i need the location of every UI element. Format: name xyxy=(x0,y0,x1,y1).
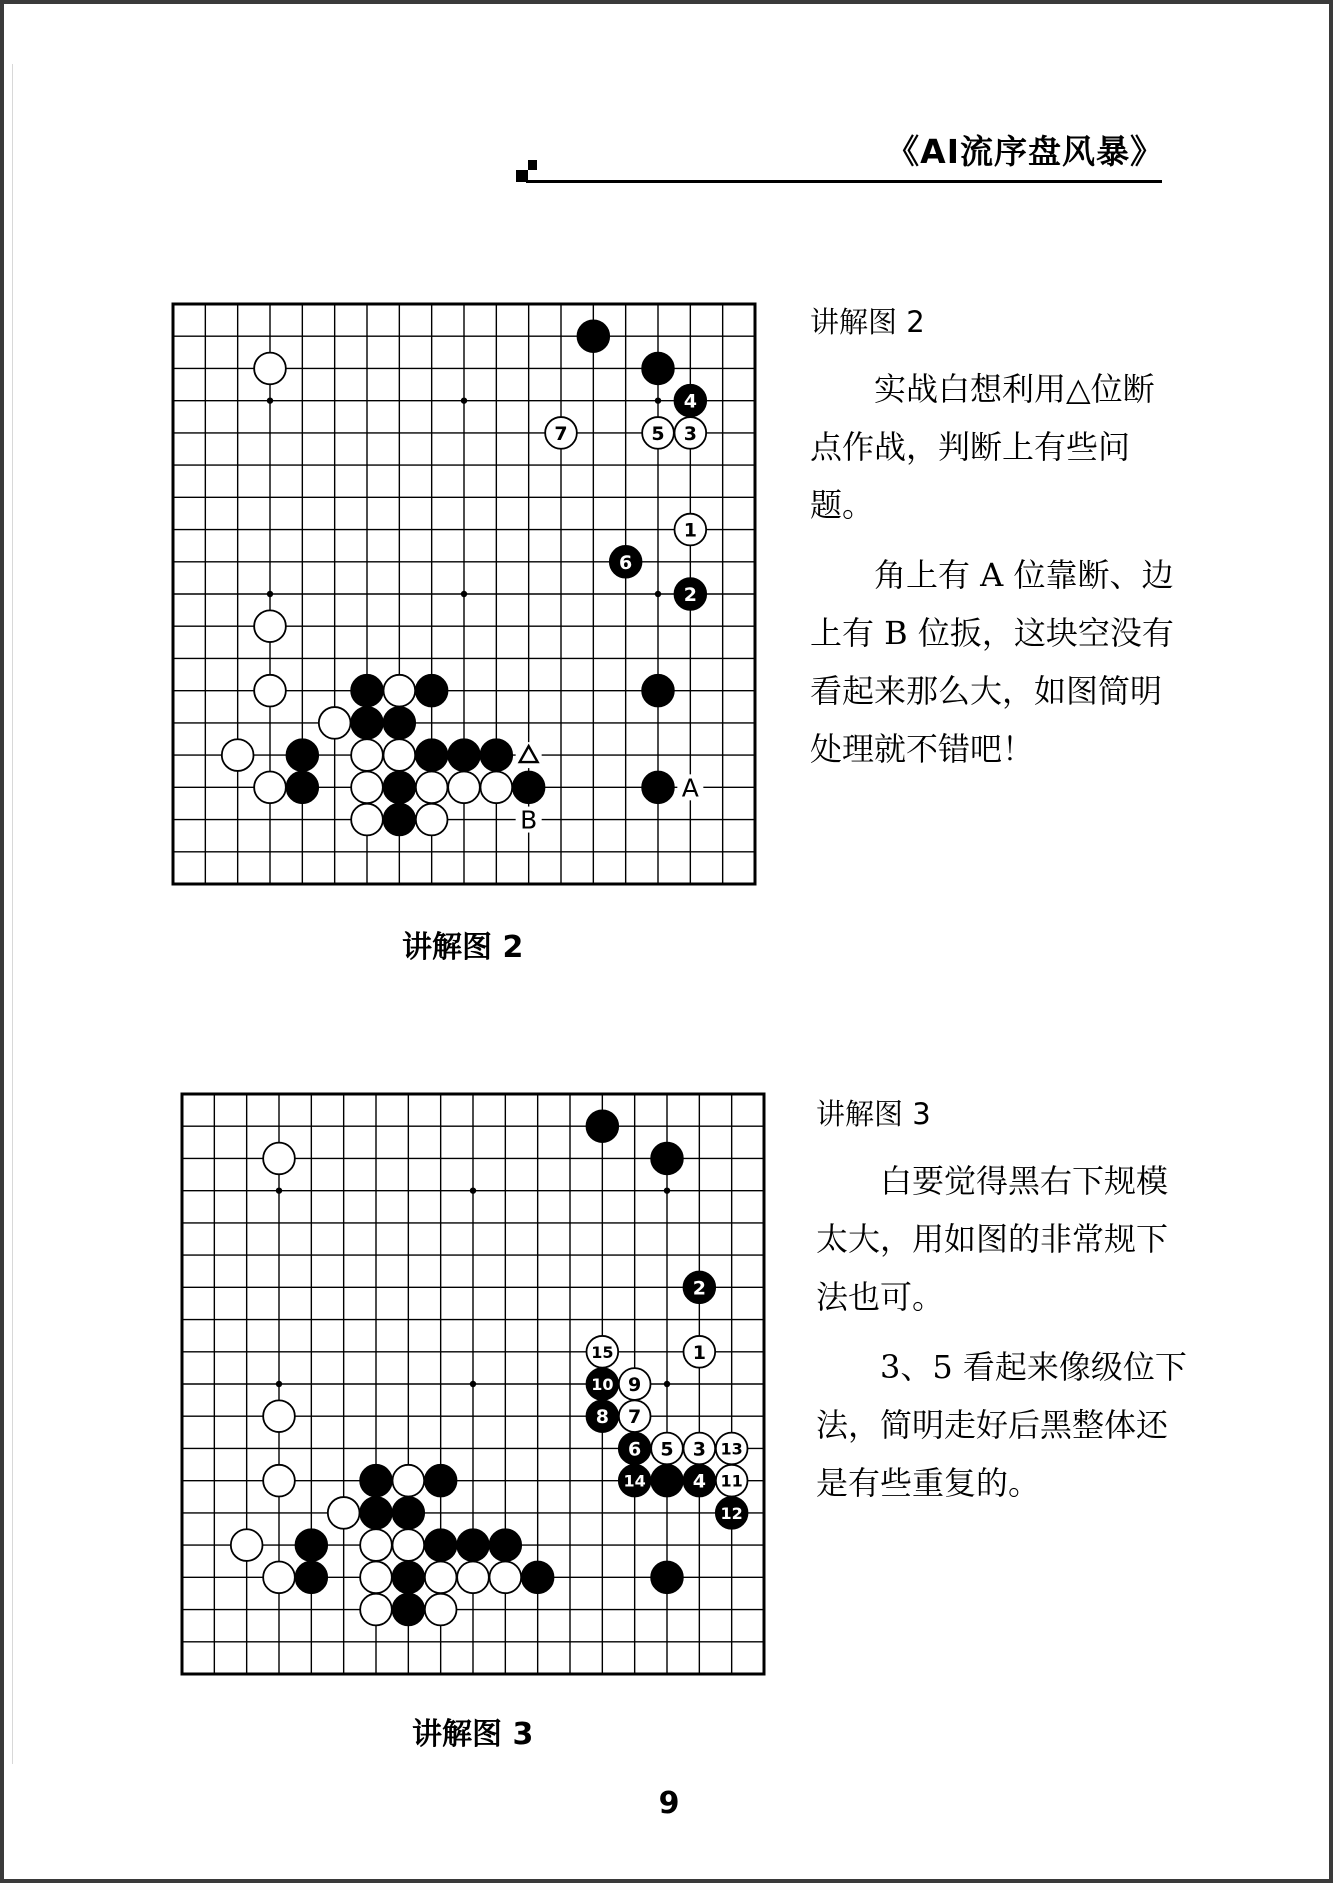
page-number: 9 xyxy=(658,1786,680,1821)
black-stone xyxy=(383,707,415,739)
black-stone xyxy=(383,804,415,836)
white-stone xyxy=(254,353,286,385)
white-stone xyxy=(263,1561,295,1593)
white-stone xyxy=(425,1594,457,1626)
black-stone xyxy=(295,1529,327,1561)
book-page xyxy=(4,4,1329,1879)
black-stone xyxy=(416,675,448,707)
move-number: 6 xyxy=(619,551,633,574)
star-point xyxy=(267,591,273,597)
move-number: 5 xyxy=(660,1438,674,1461)
white-stone xyxy=(328,1497,360,1529)
black-stone xyxy=(651,1465,683,1497)
star-point xyxy=(461,591,467,597)
star-point xyxy=(276,1187,282,1193)
white-stone xyxy=(457,1561,489,1593)
move-number: 7 xyxy=(554,422,568,445)
black-stone xyxy=(416,739,448,771)
black-stone xyxy=(651,1143,683,1175)
move-number: 4 xyxy=(683,390,697,413)
black-stone xyxy=(425,1465,457,1497)
explanation-title-2: 讲解图 2 xyxy=(810,305,925,339)
point-label: A xyxy=(681,773,699,803)
move-number: 13 xyxy=(720,1439,743,1459)
move-number: 3 xyxy=(692,1438,706,1461)
black-stone xyxy=(351,707,383,739)
white-stone xyxy=(254,610,286,642)
go-board-diagram-2 xyxy=(170,301,760,886)
star-point xyxy=(655,591,661,597)
black-stone xyxy=(351,675,383,707)
black-stone xyxy=(383,771,415,803)
move-number: 6 xyxy=(628,1438,642,1461)
explanation-paragraph: 3、5 看起来像级位下法，简明走好后黑整体还是有些重复的。 xyxy=(816,1348,1187,1502)
move-number: 1 xyxy=(683,519,697,542)
star-point xyxy=(655,397,661,403)
explanation-paragraph: 白要觉得黑右下规模太大，用如图的非常规下法也可。 xyxy=(816,1162,1169,1316)
white-stone xyxy=(319,707,351,739)
move-number: 5 xyxy=(651,422,665,445)
point-label: B xyxy=(520,805,538,835)
move-number: 15 xyxy=(591,1342,614,1362)
black-stone xyxy=(489,1529,521,1561)
move-number: 2 xyxy=(683,584,697,606)
white-stone xyxy=(383,675,415,707)
black-stone xyxy=(651,1561,683,1593)
white-stone xyxy=(351,804,383,836)
white-stone xyxy=(351,739,383,771)
white-stone xyxy=(480,771,512,803)
explanation-paragraph: 角上有 A 位靠断、边上有 B 位扳，这块空没有看起来那么大，如图简明处理就不错吧！ xyxy=(810,556,1174,768)
white-stone xyxy=(416,804,448,836)
explanation-paragraph: 实战白想利用△位断点作战，判断上有些问题。 xyxy=(810,370,1155,524)
black-stone xyxy=(286,771,318,803)
black-stone xyxy=(360,1465,392,1497)
white-stone xyxy=(360,1594,392,1626)
black-stone xyxy=(392,1497,424,1529)
white-stone xyxy=(254,771,286,803)
black-stone xyxy=(295,1561,327,1593)
white-stone xyxy=(263,1143,295,1175)
book-title: 《AI流序盘风暴》 xyxy=(886,132,1164,171)
move-number: 14 xyxy=(623,1471,646,1491)
white-stone xyxy=(360,1561,392,1593)
star-point xyxy=(461,397,467,403)
move-number: 8 xyxy=(595,1406,609,1429)
move-number: 2 xyxy=(692,1277,706,1300)
white-stone xyxy=(231,1529,263,1561)
move-number: 11 xyxy=(720,1471,743,1491)
white-stone xyxy=(254,675,286,707)
white-stone xyxy=(416,771,448,803)
diagram-caption-2: 讲解图 2 xyxy=(402,930,524,965)
white-stone xyxy=(351,771,383,803)
black-stone xyxy=(392,1561,424,1593)
white-stone xyxy=(263,1465,295,1497)
black-stone xyxy=(425,1529,457,1561)
black-stone xyxy=(513,771,545,803)
white-stone xyxy=(489,1561,521,1593)
move-number: 4 xyxy=(692,1470,706,1493)
move-number: 7 xyxy=(628,1406,642,1429)
star-point xyxy=(470,1187,476,1193)
diagram-caption-3: 讲解图 3 xyxy=(412,1717,534,1752)
white-stone xyxy=(222,739,254,771)
black-stone xyxy=(457,1529,489,1561)
black-stone xyxy=(392,1594,424,1626)
move-number: 3 xyxy=(683,422,697,445)
white-stone xyxy=(425,1561,457,1593)
black-stone xyxy=(586,1110,618,1142)
black-stone xyxy=(360,1497,392,1529)
move-number: 1 xyxy=(692,1341,706,1364)
white-stone xyxy=(448,771,480,803)
black-stone xyxy=(286,739,318,771)
move-number: 10 xyxy=(591,1375,614,1394)
white-stone xyxy=(392,1465,424,1497)
explanation-3 xyxy=(816,1094,1191,1524)
move-number: 9 xyxy=(628,1374,642,1396)
black-stone xyxy=(577,320,609,352)
white-stone xyxy=(392,1529,424,1561)
white-stone xyxy=(383,739,415,771)
go-board-diagram-3 xyxy=(179,1091,769,1676)
star-point xyxy=(267,397,273,403)
page-edge-shadow xyxy=(12,64,13,1764)
black-stone xyxy=(480,739,512,771)
star-point xyxy=(664,1381,670,1387)
black-stone xyxy=(522,1561,554,1593)
move-number: 12 xyxy=(720,1503,743,1523)
white-stone xyxy=(360,1529,392,1561)
black-stone xyxy=(642,675,674,707)
black-stone xyxy=(448,739,480,771)
explanation-2 xyxy=(810,302,1185,790)
header-rule xyxy=(526,180,1162,183)
explanation-title-3: 讲解图 3 xyxy=(816,1097,931,1131)
black-stone xyxy=(642,771,674,803)
black-stone xyxy=(642,353,674,385)
star-point xyxy=(276,1381,282,1387)
white-stone xyxy=(263,1400,295,1432)
star-point xyxy=(664,1187,670,1193)
header-ornament-square xyxy=(528,160,537,170)
star-point xyxy=(470,1381,476,1387)
